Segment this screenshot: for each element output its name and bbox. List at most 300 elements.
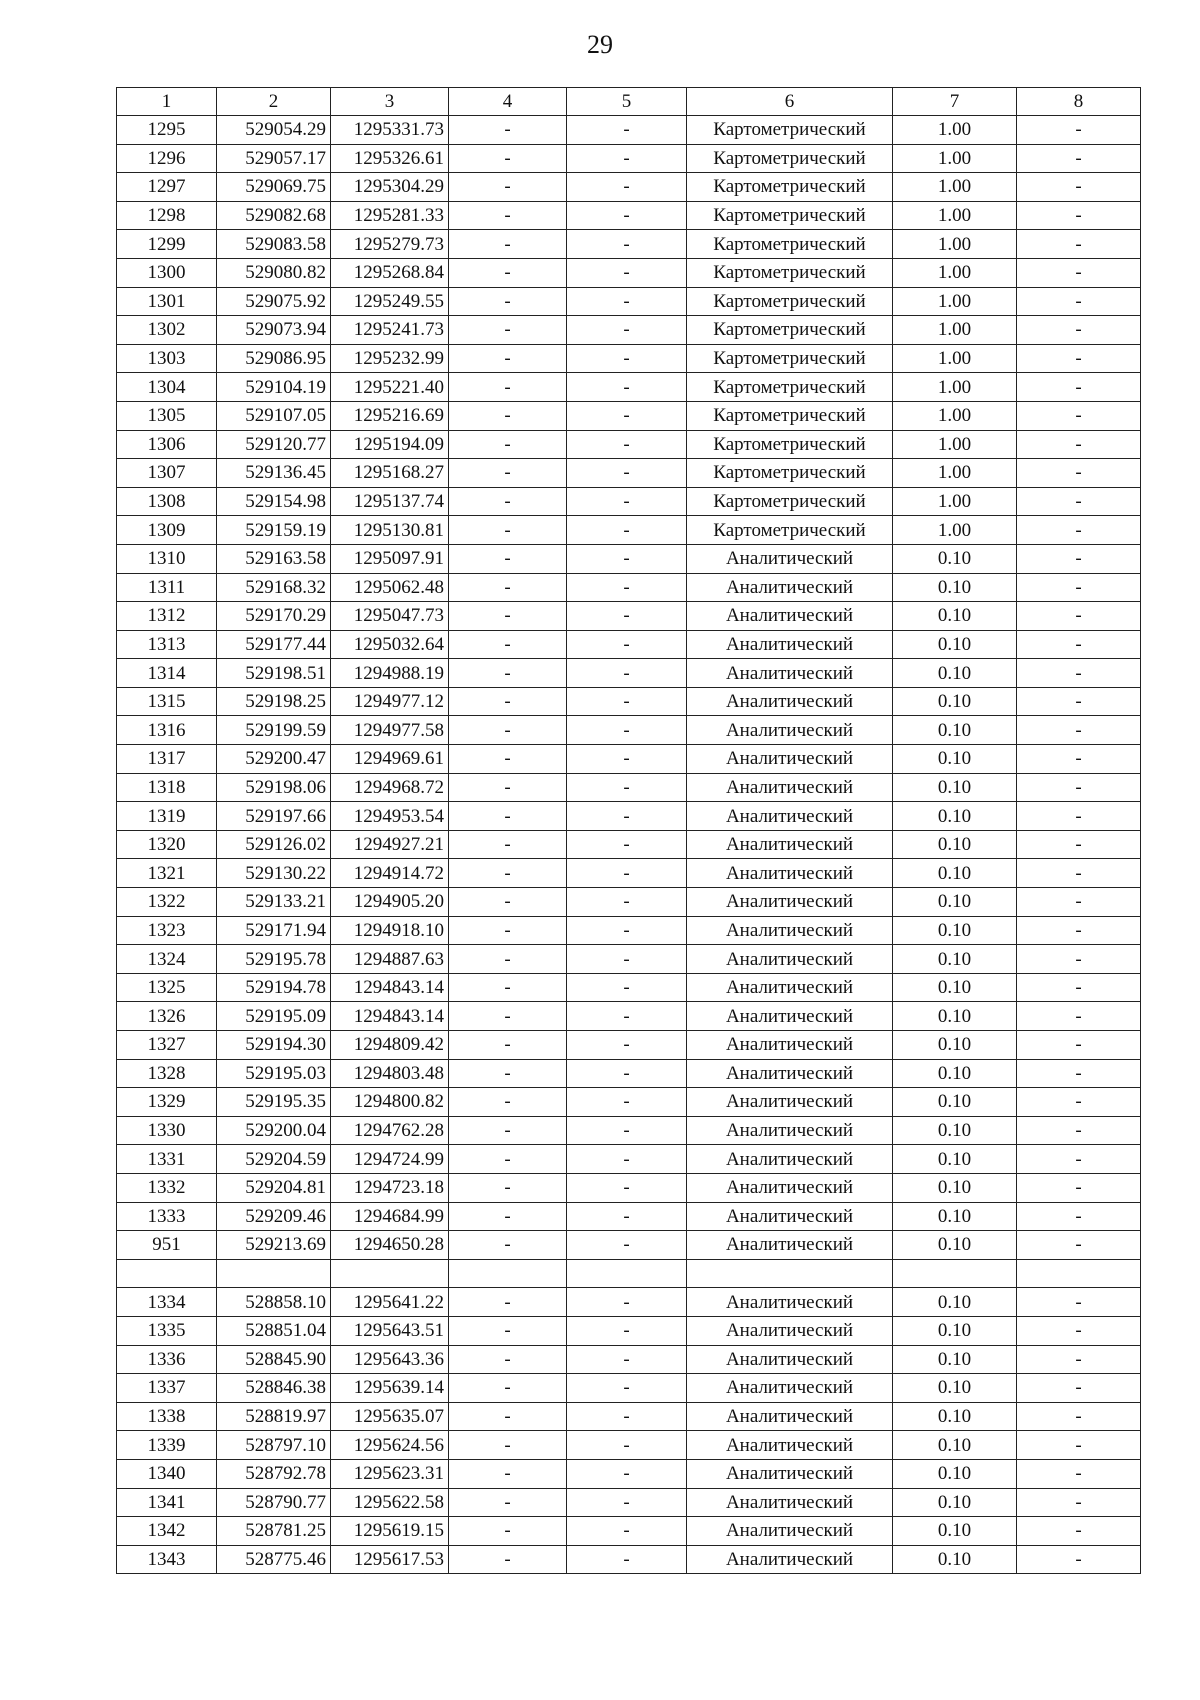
cell-coordinate-y: 1295232.99 (331, 344, 449, 373)
cell-col-4: - (449, 1002, 567, 1031)
cell-point-number: 1316 (117, 716, 217, 745)
cell-point-number: 1341 (117, 1488, 217, 1517)
column-header: 4 (449, 88, 567, 116)
cell-coordinate-y: 1294887.63 (331, 945, 449, 974)
table-row (117, 258, 1141, 287)
cell-col-4 (449, 1259, 567, 1288)
cell-col-5: - (567, 173, 687, 202)
cell-col-8: - (1017, 116, 1141, 145)
table-row (117, 1059, 1141, 1088)
cell-method: Аналитический (687, 716, 893, 745)
cell-method: Картометрический (687, 516, 893, 545)
cell-col-8: - (1017, 945, 1141, 974)
cell-coordinate-y: 1295062.48 (331, 573, 449, 602)
cell-coordinate-y: 1294809.42 (331, 1031, 449, 1060)
cell-col-8: - (1017, 316, 1141, 345)
page-number: 29 (587, 30, 613, 59)
cell-point-number: 1336 (117, 1345, 217, 1374)
cell-col-8: - (1017, 1459, 1141, 1488)
cell-method: Аналитический (687, 1545, 893, 1574)
cell-col-4: - (449, 659, 567, 688)
table-row (117, 287, 1141, 316)
cell-col-5: - (567, 1459, 687, 1488)
cell-col-4: - (449, 1459, 567, 1488)
cell-coordinate-x: 528775.46 (217, 1545, 331, 1574)
cell-point-number: 1330 (117, 1116, 217, 1145)
table-row (117, 316, 1141, 345)
cell-method: Аналитический (687, 1002, 893, 1031)
column-header: 8 (1017, 88, 1141, 116)
cell-method: Аналитический (687, 1088, 893, 1117)
cell-coordinate-y: 1295194.09 (331, 430, 449, 459)
cell-coordinate-x: 529198.25 (217, 687, 331, 716)
cell-col-4: - (449, 745, 567, 774)
cell-point-number: 1338 (117, 1402, 217, 1431)
cell-col-4: - (449, 602, 567, 631)
cell-coordinate-x: 529209.46 (217, 1202, 331, 1231)
cell-col-8: - (1017, 1002, 1141, 1031)
cell-col-8: - (1017, 516, 1141, 545)
cell-point-number: 1320 (117, 830, 217, 859)
cell-point-number: 1302 (117, 316, 217, 345)
column-header: 6 (687, 88, 893, 116)
cell-col-5: - (567, 144, 687, 173)
cell-point-number: 1318 (117, 773, 217, 802)
cell-col-8: - (1017, 1288, 1141, 1317)
cell-point-number: 1329 (117, 1088, 217, 1117)
cell-coordinate-y: 1295331.73 (331, 116, 449, 145)
cell-point-number: 951 (117, 1231, 217, 1260)
cell-coordinate-x: 528858.10 (217, 1288, 331, 1317)
cell-col-5: - (567, 516, 687, 545)
cell-accuracy: 1.00 (893, 201, 1017, 230)
cell-coordinate-x: 529136.45 (217, 459, 331, 488)
cell-col-8: - (1017, 344, 1141, 373)
cell-col-4: - (449, 287, 567, 316)
cell-method: Аналитический (687, 1231, 893, 1260)
cell-method: Картометрический (687, 116, 893, 145)
cell-method: Аналитический (687, 659, 893, 688)
cell-point-number: 1324 (117, 945, 217, 974)
cell-accuracy: 0.10 (893, 1145, 1017, 1174)
cell-col-4: - (449, 1517, 567, 1546)
cell-coordinate-y: 1295617.53 (331, 1545, 449, 1574)
table-row (117, 544, 1141, 573)
table-row (117, 230, 1141, 259)
cell-point-number: 1342 (117, 1517, 217, 1546)
cell-coordinate-y: 1294977.58 (331, 716, 449, 745)
cell-method: Аналитический (687, 1288, 893, 1317)
table-row (117, 1402, 1141, 1431)
cell-method: Аналитический (687, 1459, 893, 1488)
cell-coordinate-x: 529194.30 (217, 1031, 331, 1060)
cell-col-8: - (1017, 859, 1141, 888)
cell-col-8: - (1017, 1402, 1141, 1431)
cell-col-4: - (449, 544, 567, 573)
cell-coordinate-x: 529195.78 (217, 945, 331, 974)
cell-col-5: - (567, 1202, 687, 1231)
cell-col-5: - (567, 1488, 687, 1517)
cell-col-4: - (449, 859, 567, 888)
cell-accuracy: 1.00 (893, 487, 1017, 516)
cell-accuracy: 1.00 (893, 287, 1017, 316)
cell-coordinate-y: 1295279.73 (331, 230, 449, 259)
cell-point-number: 1310 (117, 544, 217, 573)
table-row (117, 1202, 1141, 1231)
cell-coordinate-y: 1294723.18 (331, 1173, 449, 1202)
cell-method: Аналитический (687, 602, 893, 631)
cell-accuracy: 0.10 (893, 1374, 1017, 1403)
cell-coordinate-x: 529082.68 (217, 201, 331, 230)
cell-method: Аналитический (687, 1517, 893, 1546)
cell-point-number: 1298 (117, 201, 217, 230)
cell-point-number: 1317 (117, 745, 217, 774)
cell-point-number: 1308 (117, 487, 217, 516)
cell-method: Аналитический (687, 859, 893, 888)
table-row (117, 144, 1141, 173)
cell-col-8: - (1017, 916, 1141, 945)
column-header: 7 (893, 88, 1017, 116)
cell-col-4: - (449, 973, 567, 1002)
cell-method: Аналитический (687, 888, 893, 917)
cell-coordinate-y: 1295268.84 (331, 258, 449, 287)
table-row (117, 745, 1141, 774)
cell-coordinate-x: 529130.22 (217, 859, 331, 888)
cell-point-number: 1333 (117, 1202, 217, 1231)
cell-coordinate-y: 1295249.55 (331, 287, 449, 316)
cell-coordinate-y: 1295097.91 (331, 544, 449, 573)
cell-accuracy: 0.10 (893, 1002, 1017, 1031)
cell-col-8: - (1017, 1088, 1141, 1117)
cell-col-5: - (567, 802, 687, 831)
cell-accuracy: 1.00 (893, 116, 1017, 145)
cell-accuracy: 1.00 (893, 344, 1017, 373)
cell-point-number: 1328 (117, 1059, 217, 1088)
cell-col-8: - (1017, 258, 1141, 287)
cell-coordinate-x: 529199.59 (217, 716, 331, 745)
table-row (117, 201, 1141, 230)
cell-coordinate-y: 1294843.14 (331, 1002, 449, 1031)
cell-col-4: - (449, 773, 567, 802)
table-row (117, 888, 1141, 917)
cell-coordinate-y: 1294800.82 (331, 1088, 449, 1117)
cell-method: Аналитический (687, 1173, 893, 1202)
cell-coordinate-x: 529054.29 (217, 116, 331, 145)
cell-col-5: - (567, 1288, 687, 1317)
cell-point-number: 1334 (117, 1288, 217, 1317)
cell-method: Картометрический (687, 401, 893, 430)
cell-method: Аналитический (687, 544, 893, 573)
cell-coordinate-x: 528846.38 (217, 1374, 331, 1403)
cell-method: Картометрический (687, 373, 893, 402)
cell-col-5: - (567, 630, 687, 659)
table-row (117, 1545, 1141, 1574)
cell-col-8: - (1017, 430, 1141, 459)
cell-coordinate-y: 1294650.28 (331, 1231, 449, 1260)
cell-method: Аналитический (687, 830, 893, 859)
cell-col-5: - (567, 916, 687, 945)
cell-coordinate-x: 529104.19 (217, 373, 331, 402)
cell-coordinate-y: 1294953.54 (331, 802, 449, 831)
cell-accuracy: 0.10 (893, 1202, 1017, 1231)
cell-coordinate-x: 529126.02 (217, 830, 331, 859)
cell-col-8: - (1017, 1231, 1141, 1260)
cell-accuracy: 1.00 (893, 230, 1017, 259)
cell-col-4: - (449, 1488, 567, 1517)
cell-coordinate-x: 528790.77 (217, 1488, 331, 1517)
cell-method: Аналитический (687, 1316, 893, 1345)
cell-point-number: 1314 (117, 659, 217, 688)
cell-col-5: - (567, 1173, 687, 1202)
cell-col-4: - (449, 1031, 567, 1060)
header-row (117, 88, 1141, 116)
cell-col-5: - (567, 1374, 687, 1403)
cell-coordinate-x: 529057.17 (217, 144, 331, 173)
cell-col-8: - (1017, 1488, 1141, 1517)
table-row (117, 1116, 1141, 1145)
cell-coordinate-y: 1295241.73 (331, 316, 449, 345)
cell-coordinate-x: 529197.66 (217, 802, 331, 831)
cell-col-8: - (1017, 573, 1141, 602)
cell-col-8: - (1017, 1173, 1141, 1202)
cell-col-4: - (449, 1288, 567, 1317)
cell-coordinate-y: 1295623.31 (331, 1459, 449, 1488)
cell-col-8: - (1017, 459, 1141, 488)
cell-point-number: 1343 (117, 1545, 217, 1574)
cell-col-5: - (567, 459, 687, 488)
cell-point-number: 1331 (117, 1145, 217, 1174)
cell-accuracy: 0.10 (893, 573, 1017, 602)
cell-col-8: - (1017, 201, 1141, 230)
cell-col-4: - (449, 401, 567, 430)
table-row (117, 916, 1141, 945)
cell-col-4: - (449, 802, 567, 831)
cell-coordinate-y: 1295619.15 (331, 1517, 449, 1546)
cell-coordinate-x (217, 1259, 331, 1288)
cell-coordinate-y: 1294803.48 (331, 1059, 449, 1088)
table-row (117, 344, 1141, 373)
cell-method: Аналитический (687, 1202, 893, 1231)
cell-col-4: - (449, 373, 567, 402)
cell-coordinate-x: 529133.21 (217, 888, 331, 917)
cell-col-5: - (567, 258, 687, 287)
cell-method: Аналитический (687, 945, 893, 974)
cell-col-8: - (1017, 773, 1141, 802)
cell-col-8: - (1017, 287, 1141, 316)
table-row (117, 1431, 1141, 1460)
cell-coordinate-y: 1295635.07 (331, 1402, 449, 1431)
cell-col-8: - (1017, 1345, 1141, 1374)
cell-col-8: - (1017, 973, 1141, 1002)
cell-point-number: 1304 (117, 373, 217, 402)
cell-coordinate-x: 528797.10 (217, 1431, 331, 1460)
cell-point-number: 1299 (117, 230, 217, 259)
cell-col-8: - (1017, 1374, 1141, 1403)
cell-col-8: - (1017, 401, 1141, 430)
table-row (117, 1002, 1141, 1031)
cell-coordinate-y: 1294724.99 (331, 1145, 449, 1174)
cell-coordinate-y: 1295641.22 (331, 1288, 449, 1317)
cell-point-number: 1335 (117, 1316, 217, 1345)
cell-coordinate-x: 528851.04 (217, 1316, 331, 1345)
table-row (117, 1374, 1141, 1403)
cell-col-5: - (567, 745, 687, 774)
cell-col-8: - (1017, 544, 1141, 573)
cell-col-4: - (449, 516, 567, 545)
table-row (117, 716, 1141, 745)
cell-point-number: 1303 (117, 344, 217, 373)
cell-point-number: 1327 (117, 1031, 217, 1060)
cell-col-5: - (567, 1088, 687, 1117)
cell-coordinate-y: 1295281.33 (331, 201, 449, 230)
cell-accuracy: 0.10 (893, 1459, 1017, 1488)
cell-coordinate-x: 528781.25 (217, 1517, 331, 1546)
cell-coordinate-x: 529204.81 (217, 1173, 331, 1202)
cell-col-5: - (567, 1059, 687, 1088)
table-row (117, 1459, 1141, 1488)
cell-col-4: - (449, 144, 567, 173)
cell-accuracy: 1.00 (893, 430, 1017, 459)
cell-coordinate-x: 529200.47 (217, 745, 331, 774)
cell-coordinate-x: 529086.95 (217, 344, 331, 373)
cell-point-number: 1315 (117, 687, 217, 716)
table-row (117, 173, 1141, 202)
cell-accuracy: 1.00 (893, 144, 1017, 173)
table-row (117, 1145, 1141, 1174)
cell-col-5: - (567, 401, 687, 430)
table-row (117, 459, 1141, 488)
cell-method: Аналитический (687, 1374, 893, 1403)
cell-coordinate-x: 529198.06 (217, 773, 331, 802)
cell-point-number: 1337 (117, 1374, 217, 1403)
table-header (117, 88, 1141, 116)
cell-col-4: - (449, 916, 567, 945)
cell-coordinate-x: 529080.82 (217, 258, 331, 287)
coordinates-table (116, 87, 1141, 1574)
table-row (117, 1259, 1141, 1288)
cell-col-5: - (567, 1031, 687, 1060)
cell-col-5: - (567, 659, 687, 688)
cell-col-4: - (449, 1231, 567, 1260)
cell-coordinate-y: 1294968.72 (331, 773, 449, 802)
cell-method (687, 1259, 893, 1288)
cell-col-5: - (567, 201, 687, 230)
cell-accuracy: 0.10 (893, 1288, 1017, 1317)
cell-coordinate-x: 528792.78 (217, 1459, 331, 1488)
cell-col-4: - (449, 344, 567, 373)
table-row (117, 401, 1141, 430)
table-row (117, 1517, 1141, 1546)
cell-coordinate-x: 529168.32 (217, 573, 331, 602)
cell-method: Аналитический (687, 1031, 893, 1060)
cell-col-8: - (1017, 1517, 1141, 1546)
cell-col-5: - (567, 316, 687, 345)
cell-method: Аналитический (687, 1488, 893, 1517)
cell-coordinate-y: 1295639.14 (331, 1374, 449, 1403)
cell-col-4: - (449, 316, 567, 345)
cell-accuracy: 0.10 (893, 973, 1017, 1002)
cell-method: Аналитический (687, 802, 893, 831)
cell-coordinate-y: 1294914.72 (331, 859, 449, 888)
cell-accuracy: 0.10 (893, 630, 1017, 659)
cell-col-8: - (1017, 888, 1141, 917)
cell-coordinate-y: 1294977.12 (331, 687, 449, 716)
cell-accuracy: 0.10 (893, 773, 1017, 802)
cell-accuracy: 0.10 (893, 1431, 1017, 1460)
cell-col-5: - (567, 687, 687, 716)
cell-col-4: - (449, 1145, 567, 1174)
cell-point-number: 1321 (117, 859, 217, 888)
cell-col-5: - (567, 1402, 687, 1431)
cell-col-4: - (449, 459, 567, 488)
cell-coordinate-y: 1294905.20 (331, 888, 449, 917)
cell-coordinate-x: 529171.94 (217, 916, 331, 945)
table-row (117, 1231, 1141, 1260)
cell-col-5: - (567, 1345, 687, 1374)
cell-point-number: 1301 (117, 287, 217, 316)
cell-col-4: - (449, 487, 567, 516)
cell-col-5: - (567, 1545, 687, 1574)
cell-col-5: - (567, 945, 687, 974)
cell-col-4: - (449, 830, 567, 859)
cell-accuracy (893, 1259, 1017, 1288)
cell-accuracy: 0.10 (893, 1345, 1017, 1374)
cell-col-4: - (449, 230, 567, 259)
cell-col-4: - (449, 1116, 567, 1145)
cell-method: Аналитический (687, 773, 893, 802)
cell-col-5: - (567, 1002, 687, 1031)
cell-col-4: - (449, 1088, 567, 1117)
cell-point-number: 1326 (117, 1002, 217, 1031)
column-header: 1 (117, 88, 217, 116)
cell-accuracy: 0.10 (893, 802, 1017, 831)
cell-col-4: - (449, 888, 567, 917)
cell-accuracy: 1.00 (893, 373, 1017, 402)
table-row (117, 687, 1141, 716)
cell-method: Картометрический (687, 459, 893, 488)
cell-accuracy: 0.10 (893, 859, 1017, 888)
cell-col-5: - (567, 1116, 687, 1145)
table-row (117, 116, 1141, 145)
cell-col-4: - (449, 1374, 567, 1403)
cell-col-5: - (567, 430, 687, 459)
cell-col-4: - (449, 687, 567, 716)
cell-coordinate-y: 1295032.64 (331, 630, 449, 659)
cell-coordinate-y: 1295304.29 (331, 173, 449, 202)
table-row (117, 1488, 1141, 1517)
cell-method: Аналитический (687, 916, 893, 945)
cell-accuracy: 0.10 (893, 687, 1017, 716)
cell-col-8: - (1017, 659, 1141, 688)
cell-accuracy: 0.10 (893, 1545, 1017, 1574)
cell-col-4: - (449, 1402, 567, 1431)
cell-col-8: - (1017, 1202, 1141, 1231)
cell-coordinate-x: 529204.59 (217, 1145, 331, 1174)
cell-coordinate-y: 1295326.61 (331, 144, 449, 173)
cell-coordinate-y: 1295624.56 (331, 1431, 449, 1460)
table-row (117, 945, 1141, 974)
cell-point-number: 1297 (117, 173, 217, 202)
cell-col-8: - (1017, 144, 1141, 173)
cell-col-5: - (567, 716, 687, 745)
cell-method: Аналитический (687, 1431, 893, 1460)
table-row (117, 430, 1141, 459)
table-row (117, 859, 1141, 888)
table-row (117, 573, 1141, 602)
cell-coordinate-x: 529177.44 (217, 630, 331, 659)
cell-accuracy: 0.10 (893, 1059, 1017, 1088)
table-row (117, 1031, 1141, 1060)
